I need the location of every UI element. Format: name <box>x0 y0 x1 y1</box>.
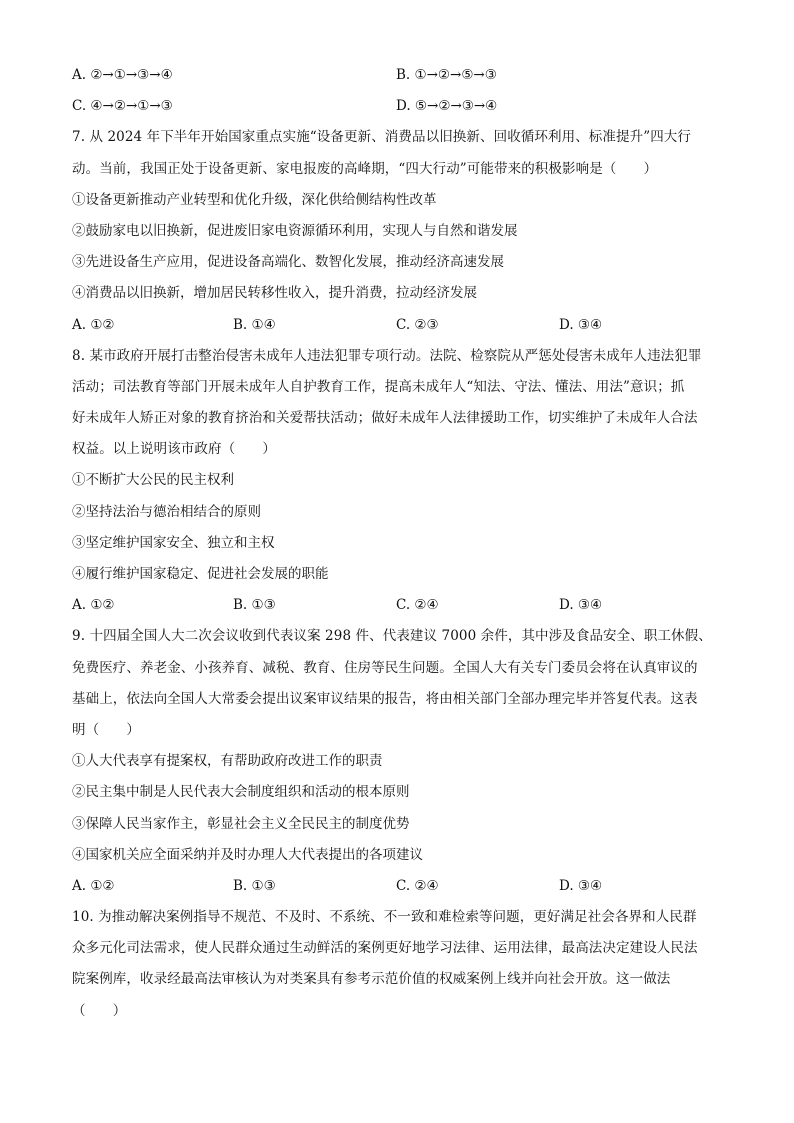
question-9-stem-line-1: 9. 十四届全国人大二次会议收到代表议案 298 件、代表建议 7000 余件，其中涉及食品安全、职工休假、 <box>72 628 712 645</box>
option-b[interactable]: B. ①→②→⑤→③ <box>396 67 497 83</box>
question-9-stem-line-2: 免费医疗、养老金、小孩养育、减税、教育、住房等民生问题。全国人大有关专门委员会将在认真审议的 <box>72 659 698 676</box>
question-8-stem-line-3: 好未成年人矫正对象的教育挤治和关爱帮扶活动；做好未成年人法律援助工作，切实维护了未成年人合法 <box>72 410 698 427</box>
question-9-item-3: ③保障人民当家作主，彰显社会主义全民民主的制度优势 <box>72 815 410 832</box>
question-7-option-b[interactable]: B. ①④ <box>233 316 276 333</box>
question-8-item-4: ④履行维护国家稳定、促进社会发展的职能 <box>72 566 329 582</box>
question-9-option-a[interactable]: A. ①② <box>72 877 115 894</box>
question-8-option-b[interactable]: B. ①③ <box>233 597 276 614</box>
question-10-stem-line-4: （ ） <box>72 1002 127 1019</box>
question-10-stem-line-2: 众多元化司法需求，使人民群众通过生动鲜活的案例更好地学习法律、运用法律，最高法决定建设人民法 <box>72 940 698 957</box>
question-9-stem-line-4: 明（ ） <box>72 721 140 738</box>
question-10-stem-line-1: 10. 为推动解决案例指导不规范、不及时、不系统、不一致和难检索等问题，更好满足社会各界和人民群 <box>72 909 697 926</box>
question-7-item-2: ②鼓励家电以旧换新，促进废旧家电资源循环利用，实现人与自然和谐发展 <box>72 222 518 239</box>
option-c[interactable]: C. ④→②→①→③ <box>72 98 173 115</box>
question-9-options <box>72 871 722 902</box>
question-8-item-2: ②坚持法治与德治相结合的原则 <box>72 503 261 520</box>
previous-question-options-row-2 <box>72 91 722 122</box>
question-9-option-d[interactable]: D. ③④ <box>559 877 603 894</box>
question-8 <box>72 341 722 622</box>
option-d[interactable]: D. ⑤→②→③→④ <box>396 98 498 115</box>
question-7-item-1: ①设备更新推动产业转型和优化升级，深化供给侧结构性改革 <box>72 191 437 208</box>
question-8-option-a[interactable]: A. ①② <box>72 597 115 614</box>
question-10 <box>72 902 722 1027</box>
question-8-option-c[interactable]: C. ②④ <box>396 597 439 614</box>
question-7-option-a[interactable]: A. ①② <box>72 316 115 333</box>
question-8-stem-line-4: 权益。以上说明该市政府（ ） <box>72 441 276 458</box>
question-7-option-c[interactable]: C. ②③ <box>396 316 439 333</box>
question-8-item-1: ①不断扩大公民的民主权利 <box>72 472 234 489</box>
question-10-stem-line-3: 院案例库，收录经最高法审核认为对类案具有参考示范价值的权威案例上线并向社会开放。这一做法 <box>72 971 671 988</box>
question-9-option-c[interactable]: C. ②④ <box>396 877 439 894</box>
question-7-item-4: ④消费品以旧换新，增加居民转移性收入，提升消费，拉动经济发展 <box>72 285 477 302</box>
question-7-option-d[interactable]: D. ③④ <box>559 316 603 333</box>
question-9-item-1: ①人大代表享有提案权，有帮助政府改进工作的职责 <box>72 753 383 770</box>
question-8-option-d[interactable]: D. ③④ <box>559 597 603 614</box>
exam-page <box>72 60 722 1027</box>
question-7-item-3: ③先进设备生产应用，促进设备高端化、数智化发展，推动经济高速发展 <box>72 254 504 271</box>
question-8-item-3: ③坚定维护国家安全、独立和主权 <box>72 534 275 551</box>
question-7 <box>72 122 722 340</box>
question-9-item-4: ④国家机关应全面采纳并及时办理人大代表提出的各项建议 <box>72 846 423 863</box>
question-9-item-2: ②民主集中制是人民代表大会制度组织和活动的根本原则 <box>72 784 410 801</box>
question-7-stem-line-2: 动。当前，我国正处于设备更新、家电报废的高峰期，“四大行动”可能带来的积极影响是（ ） <box>72 160 658 177</box>
question-9-stem-line-3: 基础上，依法向全国人大常委会提出议案审议结果的报告，将由相关部门全部办理完毕并答复代表。这表 <box>72 690 698 707</box>
option-a[interactable]: A. ②→①→③→④ <box>72 67 173 83</box>
question-8-stem-line-2: 活动；司法教育等部门开展未成年人自护教育工作，提高未成年人“知法、守法、懂法、用法”意识；抓 <box>72 378 685 395</box>
question-7-stem-line-1: 7. 从 2024 年下半年开始国家重点实施“设备更新、消费品以旧换新、回收循环利用、标准提升”四大行 <box>72 129 692 146</box>
question-8-options <box>72 590 722 621</box>
question-9-option-b[interactable]: B. ①③ <box>233 877 276 894</box>
previous-question-options-row-1 <box>72 60 722 91</box>
question-9 <box>72 621 722 902</box>
question-7-options <box>72 310 722 341</box>
question-8-stem-line-1: 8. 某市政府开展打击整治侵害未成年人违法犯罪专项行动。法院、检察院从严惩处侵害未成年人违法犯罪 <box>72 347 702 364</box>
